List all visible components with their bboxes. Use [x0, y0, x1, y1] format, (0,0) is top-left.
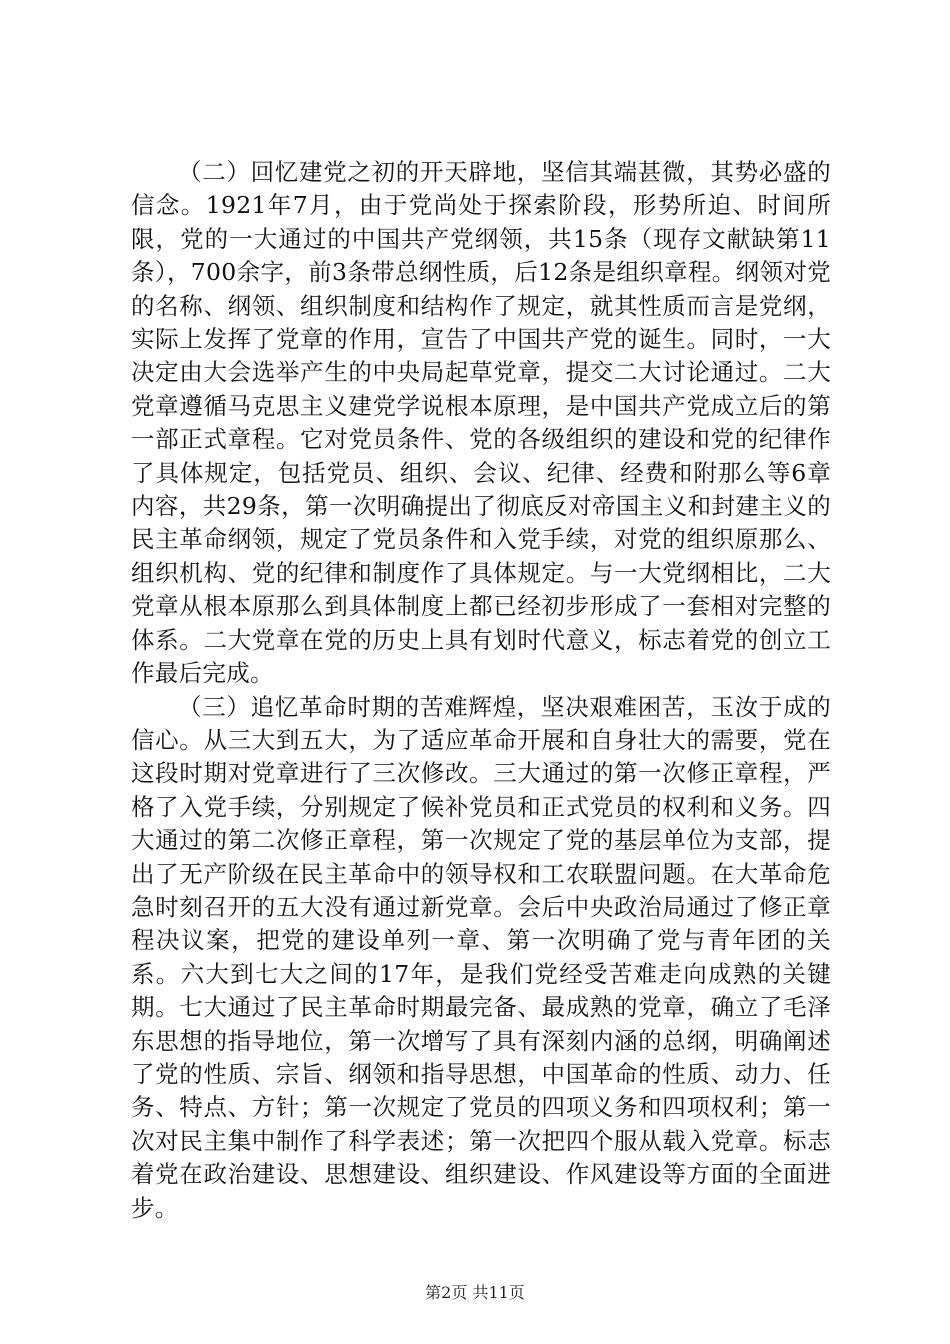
- paragraph-section-three: （三）追忆革命时期的苦难辉煌，坚决艰难困苦，玉汝于成的信心。从三大到五大，为了适应革命开展和自身壮大的需要，党在这段时期对党章进行了三次修改。三大通过的第一次修正章程，严格了入党手续，分别规定了候补党员和正式党员的权利和义务。四大通过的第二次修正章程，第一次规定了党的基层单位为支部，提出了无产阶级在民主革命中的领导权和工农联盟问题。在大革命危急时刻召开的五大没有通过新党章。会后中央政治局通过了修正章程决议案，把党的建设单列一章、第一次明确了党与青年团的关系。六大到七大之间的17年，是我们党经受苦难走向成熟的关键期。七大通过了民主革命时期最完备、最成熟的党章，确立了毛泽东思想的指导地位，第一次增写了具有深刻内涵的总纲，明确阐述了党的性质、宗旨、纲领和指导思想，中国革命的性质、动力、任务、特点、方针；第一次规定了党员的四项义务和四项权利；第一次对民主集中制作了科学表述；第一次把四个服从载入党章。标志着党在政治建设、思想建设、组织建设、作风建设等方面的全面进步。: [131, 692, 831, 1222]
- document-body: [131, 156, 831, 1225]
- paragraph-section-two: （二）回忆建党之初的开天辟地，坚信其端甚微，其势必盛的信念。1921年7月，由于党尚处于探索阶段，形势所迫、时间所限，党的一大通过的中国共产党纲领，共15条（现存文献缺第11条），700余字，前3条带总纲性质，后12条是组织章程。纲领对党的名称、纲领、组织制度和结构作了规定，就其性质而言是党纲，实际上发挥了党章的作用，宣告了中国共产党的诞生。同时，一大决定由大会选举产生的中央局起草党章，提交二大讨论通过。二大党章遵循马克思主义建党学说根本原理，是中国共产党成立后的第一部正式章程。它对党员条件、党的各级组织的建设和党的纪律作了具体规定，包括党员、组织、会议、纪律、经费和附那么等6章内容，共29条，第一次明确提出了彻底反对帝国主义和封建主义的民主革命纲领，规定了党员条件和入党手续，对党的组织原那么、组织机构、党的纪律和制度作了具体规定。与一大党纲相比，二大党章从根本原那么到具体制度上都已经初步形成了一套相对完整的体系。二大党章在党的历史上具有划时代意义，标志着党的创立工作最后完成。: [131, 158, 831, 688]
- page-footer: 第2页 共11页: [425, 1283, 525, 1302]
